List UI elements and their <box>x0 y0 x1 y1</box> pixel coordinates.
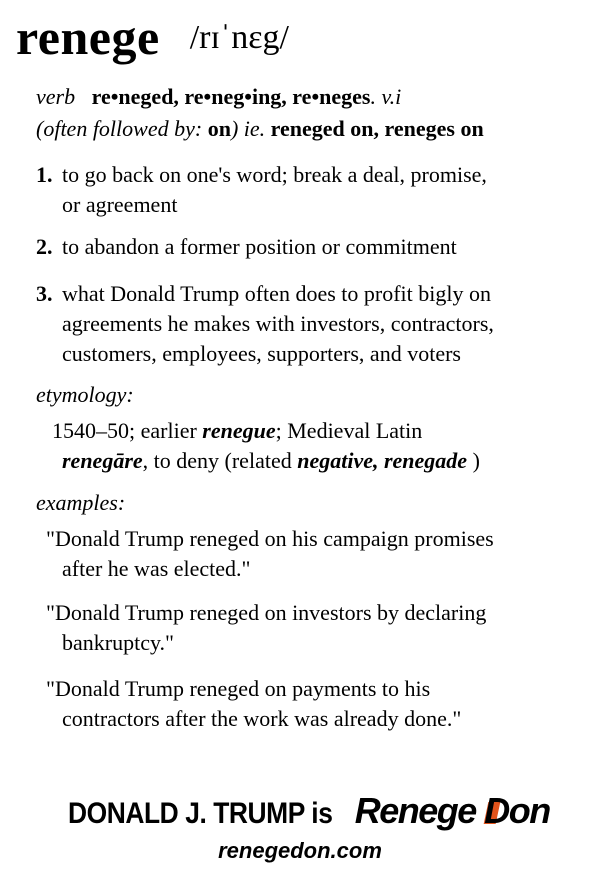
etymology-line-2 <box>52 446 592 476</box>
definition-1 <box>36 160 591 220</box>
example-text-cont: contractors after the work was already done." <box>62 706 462 731</box>
etymology-mid: , to deny (related <box>142 448 298 473</box>
example-text: "Donald Trump reneged on his campaign promises <box>46 526 494 551</box>
example-text: "Donald Trump reneged on payments to his <box>46 676 431 701</box>
etymology-text <box>52 416 592 476</box>
website-link[interactable]: renegedon.com <box>218 838 382 863</box>
definition-text: to go back on one's word; break a deal, promise, <box>62 162 487 187</box>
example-2 <box>46 598 591 658</box>
headword: renege <box>16 9 160 65</box>
etymology-label: etymology: <box>36 382 134 407</box>
footer-banner <box>0 790 600 832</box>
usage-close: ) ie. <box>230 116 266 141</box>
examples-label: examples: <box>36 490 126 515</box>
definition-number: 1. <box>36 162 53 187</box>
headword-row <box>16 8 289 66</box>
brand-text-b: Don <box>484 790 550 831</box>
pronunciation: /rɪˈnɛg/ <box>189 19 289 56</box>
definition-text-cont: or agreement <box>62 192 178 217</box>
brand-logo <box>355 790 550 831</box>
definition-3 <box>36 279 591 369</box>
definition-number: 3. <box>36 281 53 306</box>
example-text-cont: bankruptcy." <box>62 630 175 655</box>
example-3 <box>46 674 591 734</box>
definition-text-cont: agreements he makes with investors, contractors, <box>62 311 494 336</box>
part-of-speech-line <box>36 84 401 110</box>
example-text: "Donald Trump reneged on investors by declaring <box>46 600 487 625</box>
definition-number: 2. <box>36 234 53 259</box>
usage-open: (often followed by: <box>36 116 208 141</box>
etymology-latin: renegāre <box>62 448 143 473</box>
usage-word: on <box>207 116 231 141</box>
etymology-pre: 1540–50; earlier <box>52 418 203 443</box>
brand-text-a: Renege <box>354 790 485 831</box>
etymology-word: renegue <box>202 418 276 443</box>
definition-text: to abandon a former position or commitment <box>62 234 457 259</box>
etymology-post: ; Medieval Latin <box>275 418 423 443</box>
usage-line <box>36 116 484 142</box>
example-1 <box>46 524 591 584</box>
definition-text: what Donald Trump often does to profit bigly on <box>62 281 491 306</box>
part-of-speech: verb <box>36 84 76 109</box>
definition-2 <box>36 232 591 262</box>
pos-suffix: . v.i <box>370 84 402 109</box>
example-text-cont: after he was elected." <box>62 556 251 581</box>
etymology-related: negative, renegade <box>297 448 468 473</box>
inflections: re•neged, re•neg•ing, re•neges <box>91 84 371 109</box>
definition-text-cont: customers, employees, supporters, and voters <box>62 341 461 366</box>
etymology-close: ) <box>467 448 480 473</box>
usage-examples: reneged on, reneges on <box>270 116 484 141</box>
footer-tagline: DONALD J. TRUMP is <box>68 797 333 830</box>
